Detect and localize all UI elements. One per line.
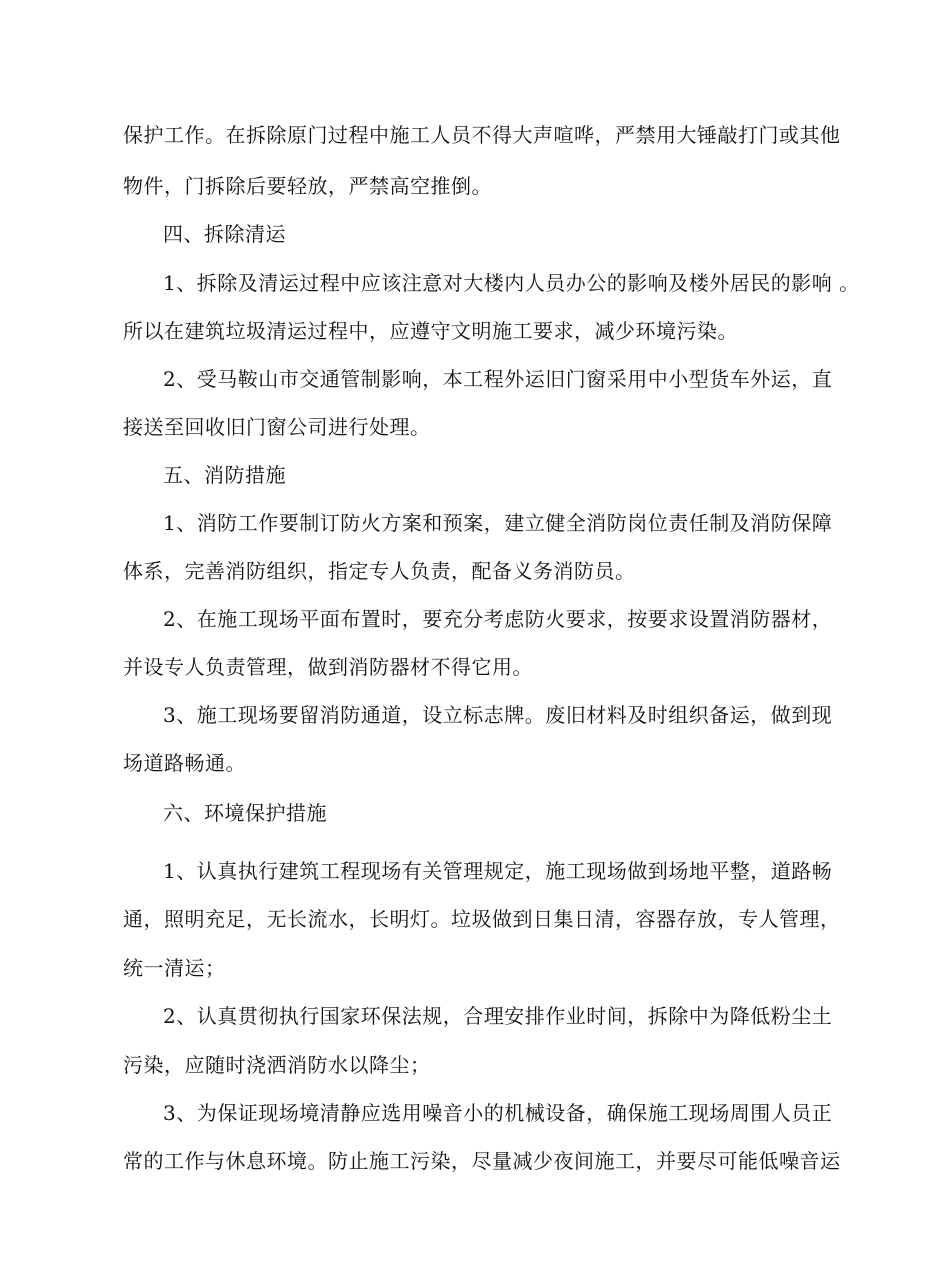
- text-line: 通，照明充足，无长流水，长明灯。垃圾做到日集日清，容器存放，专人管理，: [123, 907, 841, 931]
- section-heading: 四、拆除清运: [163, 222, 286, 246]
- text-line: 接送至回收旧门窗公司进行处理。: [123, 415, 431, 439]
- text-line: 3、为保证现场境清静应选用噪音小的机械设备，确保施工现场周围人员正: [163, 1101, 833, 1125]
- text-line: 2、在施工现场平面布置时，要充分考虑防火要求，按要求设置消防器材，: [163, 607, 833, 631]
- text-line: 1、认真执行建筑工程现场有关管理规定，施工现场做到场地平整，道路畅: [163, 859, 833, 883]
- text-line: 1、消防工作要制订防火方案和预案，建立健全消防岗位责任制及消防保障: [163, 511, 833, 535]
- text-line: 统一清运；: [123, 956, 226, 980]
- text-line: 3、施工现场要留消防通道，设立标志牌。废旧材料及时组织备运，做到现: [163, 703, 833, 727]
- text-line: 并设专人负责管理，做到消防器材不得它用。: [123, 655, 533, 679]
- text-line: 污染，应随时浇洒消防水以降尘；: [123, 1053, 431, 1077]
- text-line: 体系，完善消防组织，指定专人负责，配备义务消防员。: [123, 559, 636, 583]
- text-line: 1、拆除及清运过程中应该注意对大楼内人员办公的影响及楼外居民的影响 。: [163, 271, 860, 295]
- section-heading: 五、消防措施: [163, 463, 286, 487]
- text-line: 物件，门拆除后要轻放，严禁高空推倒。: [123, 174, 492, 198]
- text-line: 2、受马鞍山市交通管制影响，本工程外运旧门窗采用中小型货车外运，直: [163, 367, 833, 391]
- text-line: 2、认真贯彻执行国家环保法规，合理安排作业时间，拆除中为降低粉尘土: [163, 1004, 833, 1028]
- text-line: 场道路畅通。: [123, 751, 246, 775]
- text-line: 所以在建筑垃圾清运过程中，应遵守文明施工要求，减少环境污染。: [123, 319, 738, 343]
- section-heading: 六、环境保护措施: [163, 801, 327, 825]
- text-line: 常的工作与休息环境。防止施工污染，尽量减少夜间施工，并要尽可能低噪音运: [123, 1149, 841, 1173]
- text-line: 保护工作。在拆除原门过程中施工人员不得大声喧哗，严禁用大锤敲打门或其他: [123, 123, 841, 147]
